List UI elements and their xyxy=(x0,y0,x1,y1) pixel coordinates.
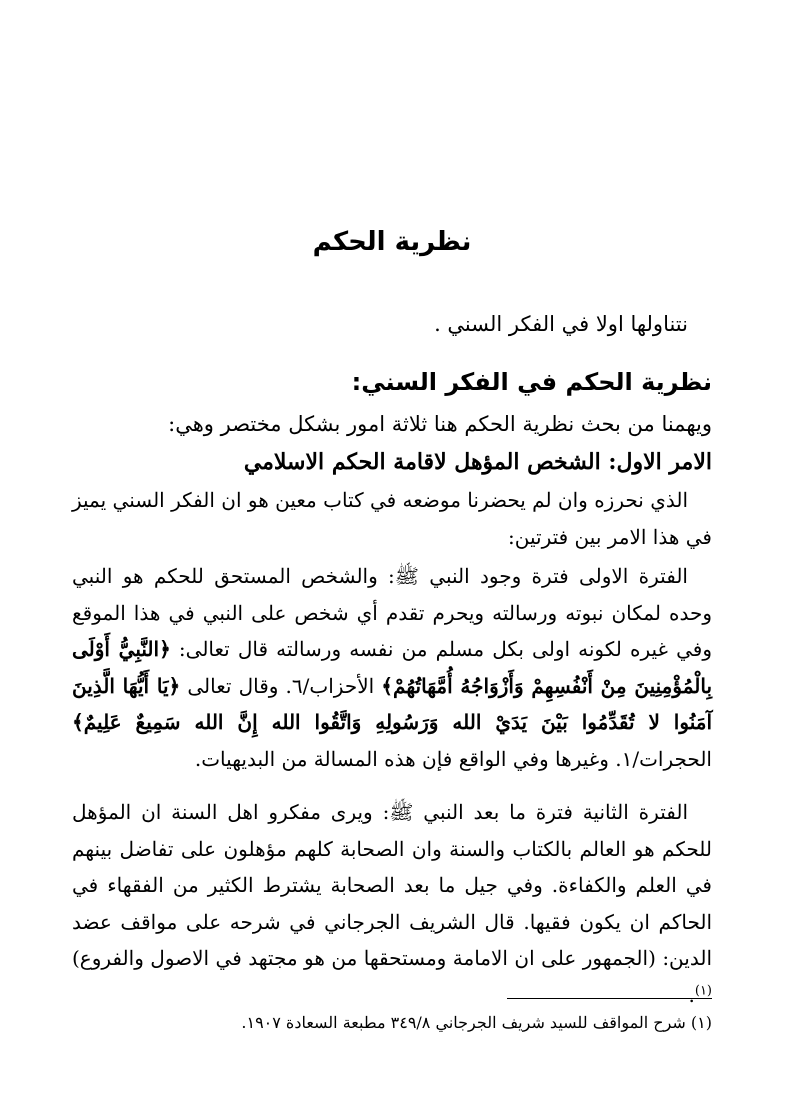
section-intro: ويهمنا من بحث نظرية الحكم هنا ثلاثة امور بشكل مختصر وهي: xyxy=(168,412,712,436)
paragraph-2-text-c: الحجرات/١. وغيرها وفي الواقع فإن هذه المسالة من البديهيات. xyxy=(194,746,712,771)
paragraph-2 xyxy=(72,558,712,777)
sub-heading: الامر الاول: الشخص المؤهل لاقامة الحكم الاسلامي xyxy=(243,449,712,475)
paragraph-3-end: . xyxy=(688,982,695,1007)
paragraph-2-text-b: الأحزاب/٦. وقال تعالى xyxy=(187,673,375,698)
book-page xyxy=(72,0,712,1116)
footnote: (١) شرح المواقف للسيد شريف الجرجاني ٣٤٩/٨ مطبعة السعادة ١٩٠٧. xyxy=(241,1013,712,1032)
section-heading: نظرية الحكم في الفكر السني: xyxy=(351,368,712,396)
quran-verse-2: ﴿يَا أَيُّهَا الَّذِينَ آمَنُوا لا تُقَدِّمُوا بَيْنَ يَدَيْ الله وَرَسُولِهِ وَاتَّقُوا الله إِنَّ الله سَمِيعٌ عَلِيمٌ﴾ xyxy=(72,673,712,734)
footnote-divider xyxy=(507,998,712,999)
chapter-title: نظرية الحكم xyxy=(312,227,472,257)
paragraph-3-text: الفترة الثانية فترة ما بعد النبي ﷺ: ويرى مفكرو اهل السنة ان المؤهل للحكم هو العالم بالكتاب والسنة وان الصحابة كلهم مؤهلون على تفاضل بينهم في العلم والكفاءة. وفي جيل ما بعد الصحابة يشترط الكثير من الفقهاء في الحاكم ان يكون فقيها. قال الشريف الجرجاني في شرحه على مواقف عضد الدين: (الجمهور على ان الامامة ومستحقها من هو مجتهد في الاصول والفروع) xyxy=(72,800,712,970)
footnote-reference[interactable]: (١) xyxy=(694,982,712,998)
paragraph-2-text-a: الفترة الاولى فترة وجود النبي ﷺ: والشخص المستحق للحكم هو النبي وحده لمكان نبوته ورسالته ويحرم تقدم أي شخص على النبي في هذا الموقع وفي غيره لكونه اولى بكل مسلم من نفسه ورسالته قال تعالى: xyxy=(72,564,712,661)
paragraph-3 xyxy=(72,794,712,1013)
quran-verse-1: ﴿النَّبِيُّ أَوْلَى بِالْمُؤْمِنِينَ مِنْ أَنْفُسِهِمْ وَأَزْوَاجُهُ أُمَّهَاتُهُمْ﴾ xyxy=(72,637,713,698)
paragraph-1: الذي نحرزه وان لم يحضرنا موضعه في كتاب معين هو ان الفكر السني يميز في هذا الامر بين فترتين: xyxy=(71,488,712,549)
intro-line: نتناولها اولا في الفكر السني . xyxy=(434,312,688,336)
